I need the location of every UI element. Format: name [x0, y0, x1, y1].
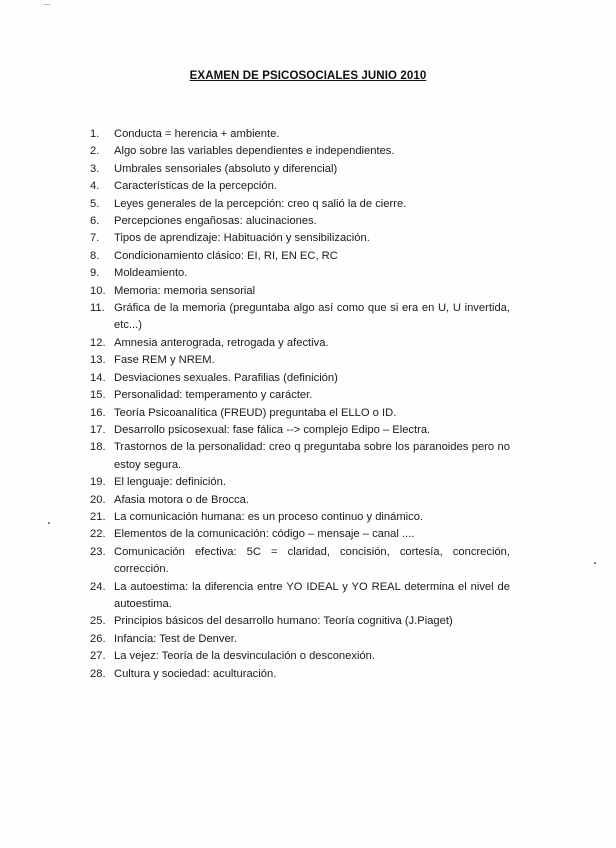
question-number: 5.: [90, 197, 100, 210]
question-text: Memoria: memoria sensorial: [114, 284, 256, 297]
question-number: 6.: [90, 215, 100, 228]
question-item: [90, 613, 510, 630]
question-text: Teoría Psicoanalítica (FREUD) preguntaba el ELLO o ID.: [114, 406, 397, 419]
question-text: Principios básicos del desarrollo humano: Teoría cognitiva (J.Piaget): [114, 615, 453, 628]
question-text: Personalidad: temperamento y carácter.: [114, 389, 313, 402]
question-text: Fase REM y NREM.: [114, 354, 215, 367]
question-item: [90, 666, 510, 683]
question-number: 27.: [90, 650, 106, 663]
question-text: La comunicación humana: es un proceso continuo y dinámico.: [114, 510, 424, 523]
question-item: [90, 230, 510, 247]
question-item: [90, 213, 510, 230]
question-number: 2.: [90, 145, 100, 158]
question-number: 18.: [90, 441, 106, 454]
question-item: [90, 648, 510, 665]
question-number: 22.: [90, 528, 106, 541]
question-text: Amnesia anterograda, retrogada y afectiva.: [114, 336, 329, 349]
question-item: [90, 422, 510, 439]
question-number: 1.: [90, 128, 100, 140]
question-item: [90, 126, 510, 143]
question-number: 19.: [90, 476, 106, 489]
question-item: [90, 161, 510, 178]
question-number: 25.: [90, 615, 106, 628]
question-text: Moldeamiento.: [114, 267, 188, 280]
question-text: Comunicación efectiva: 5C = claridad, concisión, cortesía, concreción, corrección.: [114, 545, 510, 576]
question-item: [90, 387, 510, 404]
question-item: [90, 509, 510, 526]
question-number: 15.: [90, 389, 106, 402]
question-text: Características de la percepción.: [114, 180, 277, 193]
question-text: La autoestima: la diferencia entre YO IDEAL y YO REAL determina el nivel de autoestima.: [114, 580, 510, 610]
question-item: [90, 631, 510, 648]
question-text: Cultura y sociedad: aculturación.: [114, 667, 277, 680]
question-item: [90, 143, 510, 160]
question-number: 28.: [90, 667, 106, 680]
question-number: 16.: [90, 406, 106, 419]
scan-speck: [48, 522, 50, 524]
question-number: 7.: [90, 232, 100, 245]
question-number: 12.: [90, 336, 106, 349]
question-item: [90, 579, 510, 614]
question-text: Percepciones engañosas: alucinaciones.: [114, 215, 317, 228]
question-text: Desarrollo psicosexual: fase fálica --> complejo Edipo – Electra.: [114, 423, 431, 436]
question-item: [90, 335, 510, 352]
question-text: Infancia: Test de Denver.: [114, 632, 237, 645]
question-item: [90, 544, 510, 579]
question-text: Afasia motora o de Brocca.: [114, 493, 249, 506]
exam-question-list: [90, 126, 510, 683]
question-text: Leyes generales de la percepción: creo q salió la de cierre.: [114, 197, 407, 210]
question-number: 13.: [90, 354, 106, 367]
question-number: 4.: [90, 180, 100, 193]
question-text: Desviaciones sexuales. Parafilias (definición): [114, 371, 338, 384]
question-text: Condicionamiento clásico: EI, RI, EN EC, RC: [114, 249, 338, 262]
question-number: 9.: [90, 267, 100, 280]
question-number: 17.: [90, 423, 106, 436]
question-item: [90, 265, 510, 282]
question-item: [90, 196, 510, 213]
page-title: EXAMEN DE PSICOSOCIALES JUNIO 2010: [189, 70, 427, 82]
question-number: 20.: [90, 493, 106, 506]
question-item: [90, 405, 510, 422]
question-text: Tipos de aprendizaje: Habituación y sensibilización.: [114, 232, 370, 245]
question-item: [90, 352, 510, 369]
question-item: [90, 526, 510, 543]
question-number: 8.: [90, 249, 100, 262]
question-number: 3.: [90, 162, 100, 175]
question-number: 23.: [90, 545, 106, 558]
question-item: [90, 492, 510, 509]
question-text: El lenguaje: definición.: [114, 476, 226, 489]
question-text: La vejez: Teoría de la desvinculación o desconexión.: [114, 650, 376, 663]
question-item: [90, 178, 510, 195]
question-text: Trastornos de la personalidad: creo q preguntaba sobre los paranoides pero no estoy segura.: [114, 441, 510, 471]
question-item: [90, 370, 510, 387]
scan-edge-mark: [44, 0, 50, 5]
question-item: [90, 439, 510, 474]
question-item: [90, 474, 510, 491]
question-item: [90, 300, 510, 335]
question-text: Gráfica de la memoria (preguntaba algo así como que si era en U, U invertida, etc...): [114, 302, 510, 332]
question-number: 14.: [90, 371, 106, 384]
scan-speck: [594, 562, 596, 564]
question-number: 11.: [90, 302, 105, 315]
question-text: Elementos de la comunicación: código – mensaje – canal ....: [114, 528, 415, 541]
question-number: 26.: [90, 632, 106, 645]
question-text: Algo sobre las variables dependientes e independientes.: [114, 145, 395, 158]
question-number: 10.: [90, 284, 106, 297]
question-item: [90, 248, 510, 265]
question-item: [90, 283, 510, 300]
question-number: 21.: [90, 510, 106, 523]
question-text: Conducta = herencia + ambiente.: [114, 128, 280, 140]
question-text: Umbrales sensoriales (absoluto y diferencial): [114, 162, 338, 175]
question-number: 24.: [90, 580, 106, 593]
